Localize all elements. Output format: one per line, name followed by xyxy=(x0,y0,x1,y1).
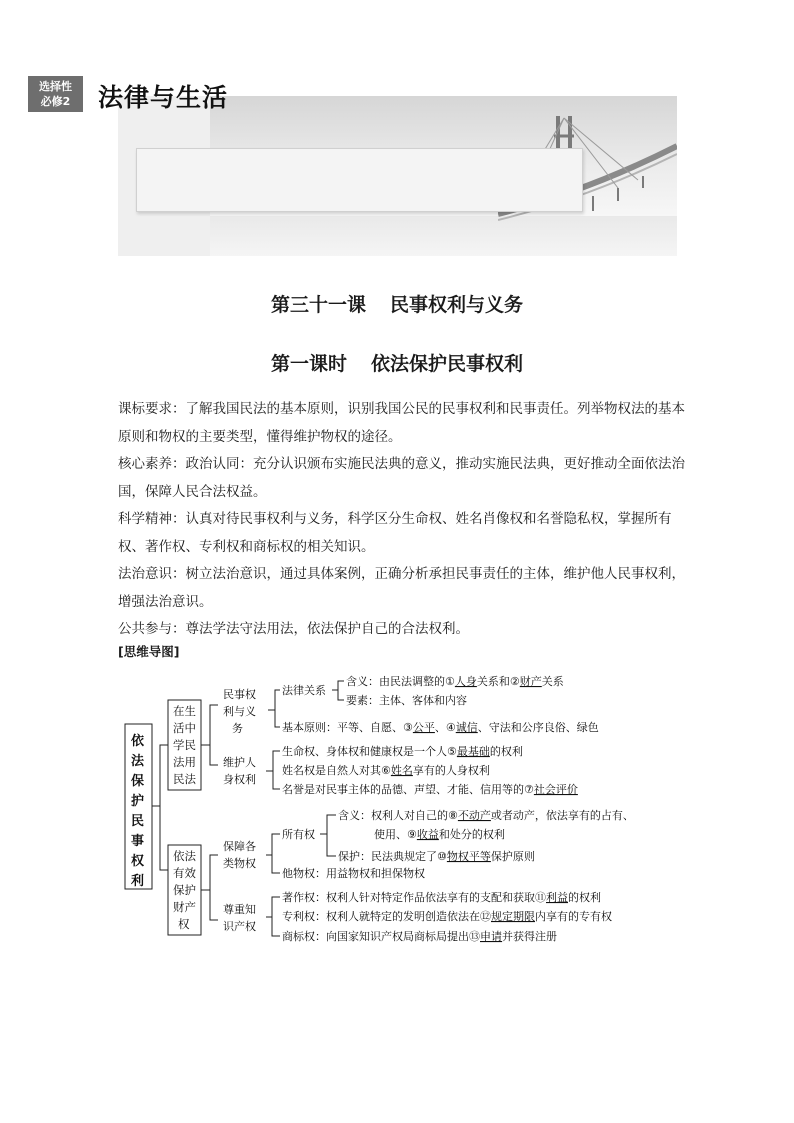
root-char: 护 xyxy=(131,794,145,809)
node-ip: 识产权 xyxy=(223,920,256,933)
connector xyxy=(275,690,280,727)
root-char: 利 xyxy=(131,874,145,889)
root-char: 保 xyxy=(131,774,145,789)
rule-of-law-awareness: 法治意识：树立法治意识，通过具体案例，正确分析承担民事责任的主体，维护他人民事权利，增强法治意识。 xyxy=(118,566,685,610)
reputation: 名誉是对民事主体的品德、声望、才能、信用等的⑦社会评价 xyxy=(282,783,578,796)
period-name: 依法保护民事权利 xyxy=(371,353,524,375)
book-title: 法律与生活 xyxy=(98,83,229,112)
connector xyxy=(272,897,280,936)
legal-relation: 法律关系 xyxy=(282,684,326,697)
connector xyxy=(210,705,218,765)
right-to-life: 生命权、身体权和健康权是一个人⑤最基础的权利 xyxy=(282,745,523,758)
ownership: 所有权 xyxy=(282,828,315,841)
node-protect-person: 维护人 xyxy=(223,756,256,769)
legal-relation-meaning: 含义：由民法调整的①人身关系和②财产关系 xyxy=(346,675,564,688)
node-ip: 尊重知 xyxy=(223,903,256,916)
trademark-right: 商标权：向国家知识产权局商标局提出⑬申请并获得注册 xyxy=(282,930,557,943)
period-number: 第一课时 xyxy=(270,353,347,375)
lesson-name: 民事权利与义务 xyxy=(390,294,524,316)
ownership-protection: 保护：民法典规定了⑩物权平等保护原则 xyxy=(338,850,535,863)
copyright: 著作权：权利人针对特定作品依法享有的支配和获取⑪利益的权利 xyxy=(282,891,601,904)
branch1-line: 在生 xyxy=(173,704,196,718)
core-literacy: 核心素养：政治认同：充分认识颁布实施民法典的意义，推动实施民法典，更好推动全面依法治国，保障人民合法权益。 xyxy=(118,456,685,500)
branch2-line: 权 xyxy=(178,917,190,931)
other-property-rights: 他物权：用益物权和担保物权 xyxy=(282,867,425,880)
connector xyxy=(210,855,218,920)
node-rights-duty: 民事权 xyxy=(223,688,256,701)
ownership-meaning-cont: 使用、⑨收益和处分的权利 xyxy=(374,828,505,841)
node-protect-person: 身权利 xyxy=(223,773,256,786)
public-participation: 公共参与：尊法学法守法用法，依法保护自己的合法权利。 xyxy=(118,621,469,637)
root-char: 法 xyxy=(131,754,145,769)
branch1-line: 活中 xyxy=(173,721,196,735)
root-char: 民 xyxy=(131,814,145,829)
ownership-meaning: 含义：权利人对自己的⑧不动产或者动产，依法享有的占有、 xyxy=(338,809,634,822)
right-to-name: 姓名权是自然人对其⑥姓名享有的人身权利 xyxy=(282,764,490,777)
branch1-line: 民法 xyxy=(173,772,196,786)
connector xyxy=(272,834,280,873)
node-guard-property: 保障各 xyxy=(223,840,256,853)
curriculum-requirement: 课标要求：了解我国民法的基本原则，识别我国公民的民事权利和民事责任。列举物权法的基本原则和物权的主要类型，懂得维护物权的途径。 xyxy=(118,401,685,445)
node-guard-property: 类物权 xyxy=(223,857,256,870)
badge-line-2: 必修2 xyxy=(40,95,71,108)
scientific-spirit: 科学精神：认真对待民事权利与义务，科学区分生命权、姓名肖像权和名誉隐私权，掌握所有权、著作权、专利权和商标权的相关知识。 xyxy=(118,511,672,555)
branch1-line: 法用 xyxy=(173,755,196,769)
legal-relation-elements: 要素：主体、客体和内容 xyxy=(346,694,467,707)
connector xyxy=(327,815,336,856)
root-char: 依 xyxy=(131,734,145,749)
connector xyxy=(160,745,168,870)
root-char: 事 xyxy=(131,834,145,849)
node-rights-duty: 利与义 xyxy=(223,705,256,718)
mindmap-label: [思维导图] xyxy=(118,644,180,659)
lesson-number: 第三十一课 xyxy=(270,294,366,316)
patent-right: 专利权：权利人就特定的发明创造依法在⑫规定期限内享有的专有权 xyxy=(282,910,612,923)
branch2-line: 依法 xyxy=(173,849,196,863)
connector xyxy=(338,681,344,700)
branch2-line: 财产 xyxy=(173,900,196,914)
root-char: 权 xyxy=(131,854,145,869)
connector xyxy=(273,751,280,789)
badge-line-1: 选择性 xyxy=(39,80,72,93)
branch2-line: 保护 xyxy=(173,883,196,897)
node-rights-duty: 务 xyxy=(232,722,243,735)
basic-principles: 基本原则：平等、自愿、③公平、④诚信、守法和公序良俗、绿色 xyxy=(282,721,599,734)
branch1-line: 学民 xyxy=(173,738,196,752)
branch2-line: 有效 xyxy=(173,866,196,880)
